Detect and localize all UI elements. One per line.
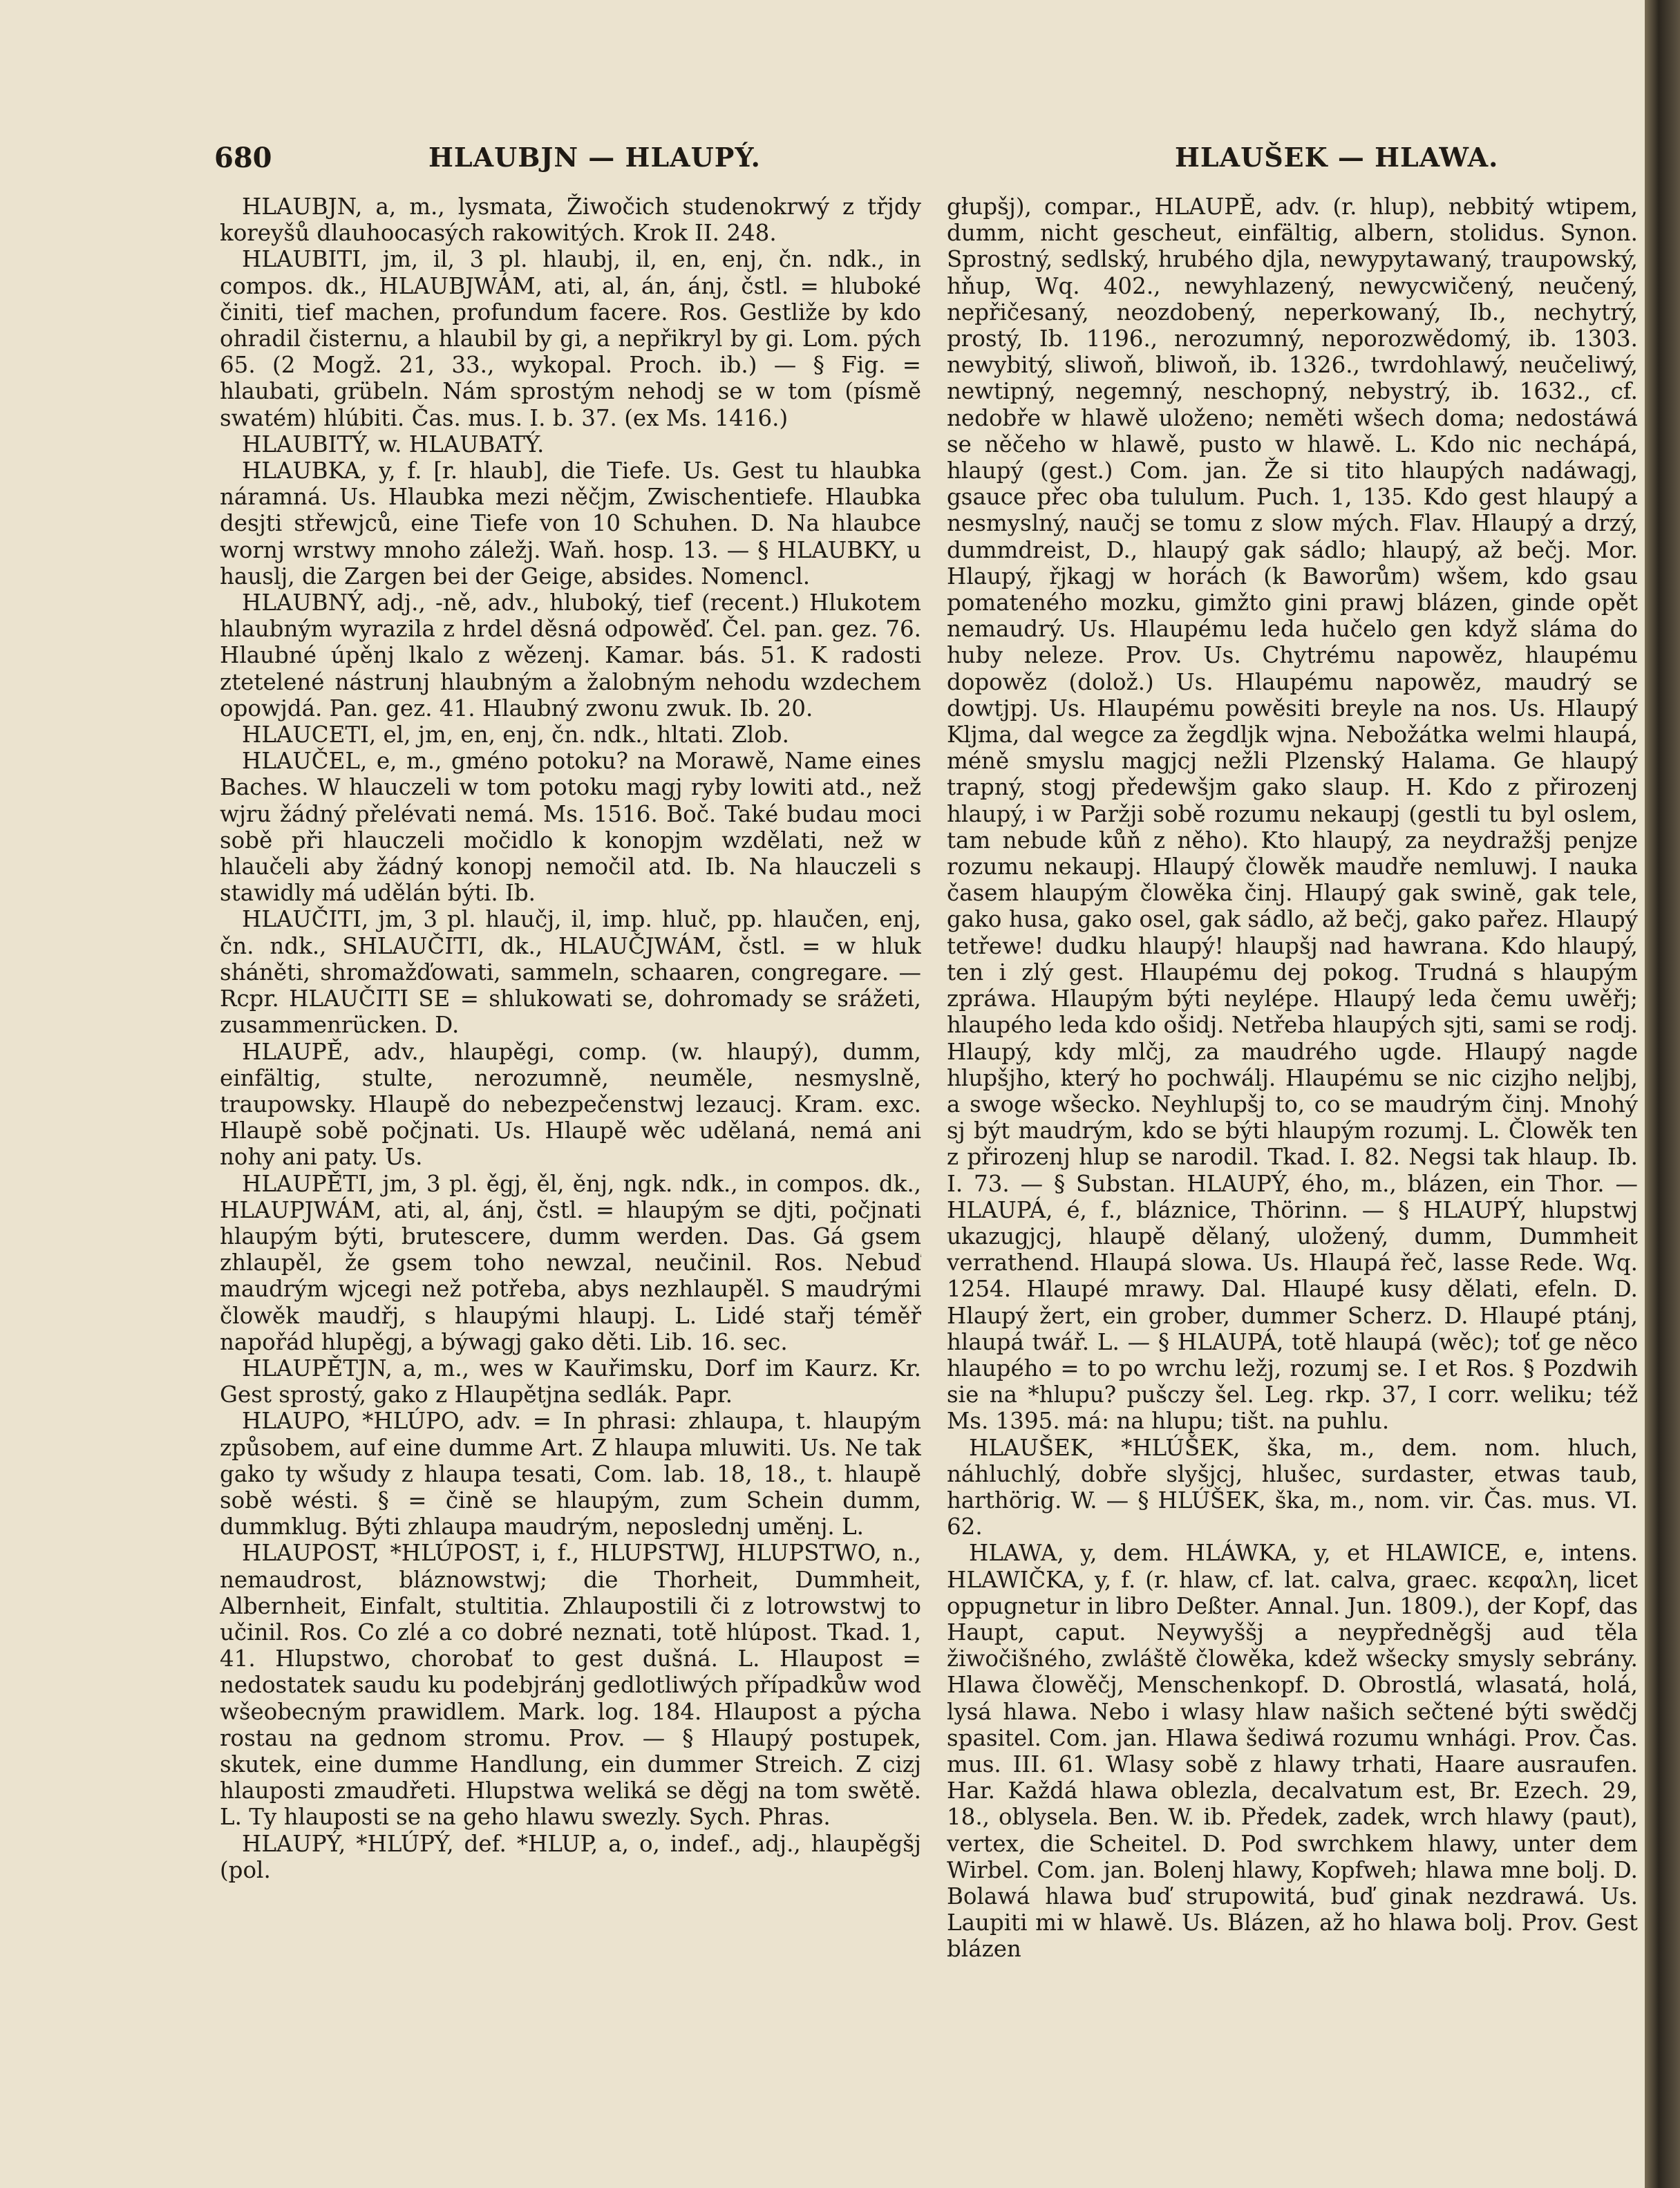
entry-hlaupeti: HLAUPĚTI, jm, 3 pl. ěgj, ěl, ěnj, ngk. ndk., in compos. dk., HLAUPJWÁM, ati, al, ánj, čstl. = hlaupým se djti, počjnati hlaupým býti, brutescere, dumm werden. Das. Gá gsem zhlaupěl, že gsem toho newzal, neučinil. Ros. Nebuď maudrým wjcegi než potřeba, abys nezhlaupěl. S maudrými člowěk maudřj, s hlaupými hlaupj. L. Lidé stařj téměř napořád hlupěgj, a býwagj gako děti. Lib. 16. sec. — [220, 1170, 921, 1355]
entry-hlaupo: HLAUPO, *HLÚPO, adv. = In phrasi: zhlaupa, t. hlaupým způsobem, auf eine dumme Art. Z hlaupa mluwiti. Us. Ne tak gako ty wšudy z hlaupa tesati, Com. lab. 18, 18., t. hlaupě sobě wésti. § = čině se hlaupým, zum Schein dumm, dummklug. Býti zhlaupa maudrým, neposlednj uměnj. L. — [220, 1408, 921, 1540]
entry-hlaubity: HLAUBITÝ, w. HLAUBATÝ. — [242, 431, 545, 458]
entry-hlaupy-continued: głupšj), compar., HLAUPĚ, adv. (r. hlup), nebbitý wtipem, dumm, nicht gescheut, einfältig, albern, stolidus. Synon. Sprostný, sedlský, hrubého djla, newypytawaný, traupowský, hňup, Wq. 402., newyhlazený, newycwičený, neučený, nepřičesaný, neozdobený, neperkowaný, Ib., nechytrý, prostý, Ib. 1196., nerozumný, neporozwědomý, ib. 1303. newybitý, sliwoň, bliwoň, ib. 1326., twrdohlawý, neučeliwý, newtipný, negemný, neschopný, nebystrý, ib. 1632., cf. nedobře w hlawě uloženo; neměti wšech doma; nedostáwá se něčeho w hlawě, pusto w hlawě. L. Kdo nic nechápá, hlaupý (gest.) Com. jan. Že si tito hlaupých nadáwagj, gsauce přec oba tululum. Puch. 1, 135. Kdo gest hlaupý a nesmyslný, naučj se tomu z slow mých. Flav. Hlaupý a drzý, dummdreist, D., hlaupý gak sádlo; hlaupý, až bečj. Mor. Hlaupý, řjkagj w horách (k Baworům) wšem, kdo gsau pomateného mozku, gimžto gini prawj blázen, ginde opět nemaudrý. Us. Hlaupému leda hučelo gen když sláma do huby neleze. Prov. Us. Chytrému napowěz, hlaupému dopowěz (dolož.) Us. Hlaupému napowěz, maudrý se dowtjpj. Us. Hlaupému powěsiti breyle na nos. Us. Hlaupý Kljma, dal wegce za žegdljk wjna. Nebožátka welmi hlaupá, méně smyslu magjcj nežli Plzenský Halama. Ge hlaupý trapný, stogj předewšjm gako slaup. H. Kdo z přirozenj hlaupý, i w Paržji sobě rozumu nekaupj (gestli tu byl oslem, tam nebude kůň z něho). Kto hlaupý, za neydražšj penjze rozumu nekaupj. Hlaupý člowěk maudře nemluwj. I nauka časem hlaupým člowěka činj. Hlaupý gak swině, gak tele, gako husa, gako osel, gak sádlo, až bečj, gako pařez. Hlaupý tetřewe! dudku hlaupý! hlaupšj nad hawrana. Kdo hlaupý, ten i zlý gest. Hlaupému dej pokog. Trudná s hlaupým zpráwa. Hlaupým býti neylépe. Hlaupý leda čemu uwěřj; hlaupého leda kdo ošidj. Netřeba hlaupých sjti, sami se rodj. Hlaupý, kdy mlčj, za maudrého ugde. Hlaupý nagde hlupšjho, který ho pochwálj. Hlaupému se nic cizjho neljbj, a swoge wšecko. Neyhlupšj to, co se maudrým činj. Mnohý sj být maudrým, kdo se býti hlaupým rozumj. L. Člowěk ten z přirozenj hlup se narodil. Tkad. I. 82. Negsi tak hlaup. Ib. I. 73. — § Substan. HLAUPÝ, ého, m., blázen, ein Thor. — HLAUPÁ, é, f., bláznice, Thörinn. — § HLAUPÝ, hlupstwj ukazugjcj, hlaupě dělaný, uložený, dumm, Dummheit verrathend. Hlaupá slowa. Us. Hlaupá řeč, lasse Rede. Wq. 1254. Hlaupé mrawy. Dal. Hlaupé kusy dělati, efeln. D. Hlaupý žert, ein grober, dummer Scherz. D. Hlaupé ptánj, hlaupá twář. L. — § HLAUPÁ, totě hlaupá (wěc); toť ge něco hlaupého = to po wrchu ležj, rozumj se. I et Ros. § Pozdwih sie na *hlupu? pušczy šel. Leg. rkp. 37, I corr. weliku; též Ms. 1395. má: na hlupu; tišt. na puhlu. — [947, 194, 1638, 1435]
entry-hlaubjn: HLAUBJN, a, m., lysmata, Žiwočich studenokrwý z třjdy koreyšů dlauhoocasých rakowitých. Krok II. 248. — [220, 194, 921, 247]
entry-hlaupetjn: HLAUPĚTJN, a, m., wes w Kauřimsku, Dorf im Kaurz. Kr. Gest sprostý, gako z Hlaupětjna sedlák. Papr. — [220, 1355, 921, 1408]
page-number: 680 — [214, 142, 272, 174]
entry-hlaupost: HLAUPOST, *HLÚPOST, i, f., HLUPSTWJ, HLUPSTWO, n., nemaudrost, bláznowstwj; die Thorheit, Dummheit, Albernheit, Einfalt, stultitia. Zhlaupostili či z lotrowstwj to učinil. Ros. Co zlé a co dobré neznati, totě hlúpost. Tkad. 1, 41. Hlupstwo, chorobať to gest dušná. L. Hlaupost = nedostatek saudu ku podebjránj gedlotliwých případkůw wod wšeobecným prawidlem. Mark. log. 184. Hlaupost a pýcha rostau na gednom stromu. Prov. — § Hlaupý postupek, skutek, eine dumme Handlung, ein dummer Streich. Z cizj hlauposti zmaudřeti. Hlupstwa weliká se děgj na tom swětě. L. Ty hlauposti se na geho hlawu swezly. Sych. Phras. — [220, 1540, 921, 1831]
entry-hlauciti: HLAUČITI, jm, 3 pl. hlaučj, il, imp. hluč, pp. hlaučen, enj, čn. ndk., SHLAUČITI, dk., HLAUČJWÁM, čstl. = w hluk sháněti, shromažďowati, sammeln, schaaren, congregare. — Rcpr. HLAUČITI SE = shlukowati se, dohromady se srážeti, zusammenrücken. D. — [220, 906, 921, 1039]
entry-hlaucel: HLAUČEL, e, m., gméno potoku? na Morawě, Name eines Baches. W hlauczeli w tom potoku magj ryby lowiti atd., než wjru žádný přelévati nemá. Ms. 1516. Boč. Také budau moci sobě při hlauczeli močidlo k konopjm wzdělati, než w hlaučeli aby žádný konopj nemočil atd. Ib. Na hlauczeli s stawidly má udělán býti. Ib. — [220, 748, 921, 907]
entry-hlaubiti: HLAUBITI, jm, il, 3 pl. hlaubj, il, en, enj, čn. ndk., in compos. dk., HLAUBJWÁM, ati, al, án, ánj, čstl. = hluboké činiti, tief machen, profundum facere. Ros. Gestliže by kdo ohradil čisternu, a hlaubil by gi, a nepřikryl by gi. Lom. pých 65. (2 Mogž. 21, 33., wykopal. Proch. ib.) — § Fig. = hlaubati, grübeln. Nám sprostým nehodj se w tom (písmě swatém) hlúbiti. Čas. mus. I. b. 37. (ex Ms. 1416.) — [220, 246, 921, 431]
entry-hlausek: HLAUŠEK, *HLÚŠEK, ška, m., dem. nom. hluch, náhluchlý, dobře slyšjcj, hlušec, surdaster, etwas taub, harthörig. W. — § HLÚŠEK, ška, m., nom. vir. Čas. mus. VI. 62. — [947, 1434, 1638, 1540]
entry-hlauceti: HLAUCETI, el, jm, en, enj, čn. ndk., hltati. Zlob. — [242, 722, 789, 748]
book-spine-edge — [1645, 0, 1680, 2188]
running-head-right: HLAUŠEK — HLAWA. — [1175, 142, 1499, 173]
entry-hlaubny: HLAUBNÝ, adj., -ně, adv., hluboký, tief (recent.) Hlukotem hlaubným wyrazila z hrdel děsná odpowěď. Čel. pan. gez. 76. Hlaubné úpěnj lkalo z wězenj. Kamar. bás. 51. K radosti ztetelené nástrunj hlaubným a žalobným nehodu wzdechem opowjdá. Pan. gez. 41. Hlaubný zwonu zwuk. Ib. 20. — [220, 590, 921, 722]
left-column — [220, 194, 921, 2156]
entry-hlaupe: HLAUPĚ, adv., hlaupěgi, comp. (w. hlaupý), dumm, einfältig, stulte, nerozumně, neuměle, nesmyslně, traupowsky. Hlaupě do nebezpečenstwj lezaucj. Kram. exc. Hlaupě sobě počjnati. Us. Hlaupě wěc udělaná, nemá ani nohy ani paty. Us. — [220, 1038, 921, 1171]
running-head-left: HLAUBJN — HLAUPÝ. — [428, 142, 761, 173]
entry-hlaupy: HLAUPÝ, *HLÚPÝ, def. *HLUP, a, o, indef., adj., hlaupěgšj (pol. — [220, 1830, 921, 1883]
entry-hlawa: HLAWA, y, dem. HLÁWKA, y, et HLAWICE, e, intens. HLAWIČKA, y, f. (r. hlaw, cf. lat. calva, graec. κεφαλη, licet oppugnetur in libro Deßter. Annal. Jun. 1809.), der Kopf, das Haupt, caput. Neywyššj a neypředněgšj aud těla žiwočišného, zwláště člowěka, kdež wšecky smysly sebrány. Hlawa člowěčj, Menschenkopf. D. Obrostlá, wlasatá, holá, lysá hlawa. Nebo i wlasy hlaw našich sečtené býti swědčj spasitel. Com. jan. Hlawa šediwá rozumu wnhági. Prov. Čas. mus. III. 61. Wlasy sobě z hlawy trhati, Haare ausraufen. Har. Každá hlawa oblezla, decalvatum est, Br. Ezech. 29, 18., oblysela. Ben. W. ib. Předek, zadek, wrch hlawy (paut), vertex, die Scheitel. D. Pod swrchkem hlawy, unter dem Wirbel. Com. jan. Bolenj hlawy, Kopfweh; hlawa mne bolj. D. Bolawá hlawa buď strupowitá, buď ginak nezdrawá. Us. Laupiti mi w hlawě. Us. Blázen, až ho hlawa bolj. Prov. Gest blázen — [947, 1540, 1638, 1963]
right-column — [947, 194, 1638, 2156]
page-header — [214, 142, 1638, 183]
entry-hlaubka: HLAUBKA, y, f. [r. hlaub], die Tiefe. Us. Gest tu hlaubka náramná. Us. Hlaubka mezi něčjm, Zwischentiefe. Hlaubka desjti střewjců, eine Tiefe von 10 Schuhen. D. Na hlaubce wornj wrstwy mnoho záležj. Waň. hosp. 13. — § HLAUBKY, u hauslj, die Zargen bei der Geige, absides. Nomencl. — [220, 458, 921, 590]
